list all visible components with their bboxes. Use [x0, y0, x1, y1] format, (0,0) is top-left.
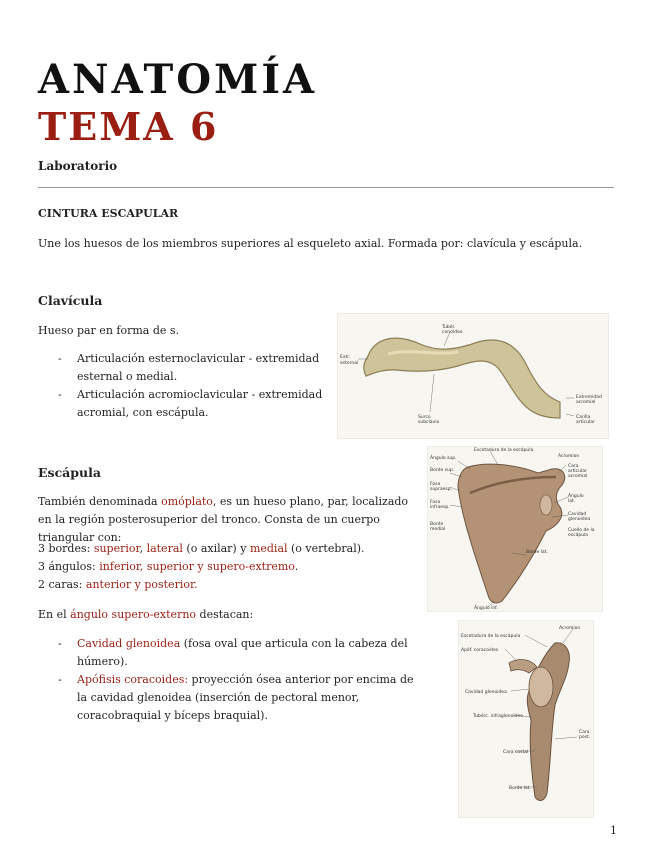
scapula-posterior-figure [427, 446, 603, 612]
svg-text:Cavidad glenoidea: Cavidad glenoidea [465, 690, 507, 695]
svg-text:Escotadura de la escápula: Escotadura de la escápula [461, 634, 521, 639]
svg-text:Borde sup.: Borde sup. [430, 468, 455, 473]
scapula-posterior-illustration [428, 447, 602, 611]
svg-text:Cara costal: Cara costal [503, 750, 529, 755]
svg-text:Borde: Borde [430, 522, 444, 527]
caras-line: 2 caras: anterior y posterior. [38, 578, 198, 591]
svg-text:Fosa: Fosa [430, 482, 441, 487]
topic-title: TEMA 6 [38, 104, 219, 149]
svg-text:Extremidad: Extremidad [576, 395, 602, 400]
scapula-lateral-illustration [459, 621, 593, 817]
svg-text:acromial: acromial [568, 474, 588, 479]
divider [38, 187, 614, 188]
svg-text:Tubér.: Tubér. [442, 325, 456, 330]
svg-text:Escotadura de la escápula: Escotadura de la escápula [474, 448, 534, 453]
clavicle-illustration [338, 314, 608, 438]
escapula-features [38, 540, 418, 594]
svg-text:articular: articular [568, 469, 587, 474]
angulo-intro: En el ángulo supero-externo destacan: [38, 608, 254, 621]
angulo-list [38, 635, 420, 725]
escapula-heading: Escápula [38, 465, 101, 480]
svg-text:lat.: lat. [568, 499, 576, 504]
svg-text:Borde lat.: Borde lat. [526, 550, 548, 555]
svg-text:glenoidea: glenoidea [568, 517, 591, 522]
subtitle-label: Laboratorio [38, 159, 118, 173]
svg-text:Cavidad: Cavidad [568, 512, 587, 517]
svg-text:subclavio: subclavio [418, 420, 440, 425]
angulos-line: 3 ángulos: inferior, superior y supero-extremo. [38, 560, 299, 573]
svg-text:Fosa: Fosa [430, 500, 441, 505]
list-item: - Apófisis coracoides: proyección ósea anterior por encima de la cavidad glenoidea (inserción de pectoral menor, coracobraquial y bíceps braquial). [58, 673, 414, 722]
svg-text:Apóf. coracoides: Apóf. coracoides [461, 648, 499, 653]
svg-text:Ángulo: Ángulo [568, 494, 584, 499]
svg-text:Ángulo sup.: Ángulo sup. [430, 456, 457, 461]
svg-text:Acromion: Acromion [559, 626, 581, 631]
svg-text:Carilla: Carilla [576, 415, 591, 420]
escapula-paragraph: También denominada omóplato, es un hueso plano, par, localizado en la región posterosuperior del tronco. Consta de un cuerpo triangular con: [38, 495, 409, 544]
clavicula-heading: Clavícula [38, 293, 103, 308]
clavicula-list [38, 350, 328, 422]
svg-text:Acromion: Acromion [558, 454, 580, 459]
svg-text:Surco: Surco [418, 415, 431, 420]
list-item: - Cavidad glenoidea (fosa oval que articula con la cabeza del húmero). [58, 637, 408, 668]
scapula-lateral-figure [458, 620, 594, 818]
svg-text:Tubérc. infraglenoideo: Tubérc. infraglenoideo [473, 714, 524, 719]
svg-text:Cara: Cara [568, 464, 579, 469]
svg-text:Cara: Cara [579, 730, 590, 735]
svg-text:infraesp.: infraesp. [430, 505, 450, 510]
list-item: - Articulación esternoclavicular - extremidad esternal o medial. [58, 352, 320, 383]
svg-text:esternal: esternal [340, 361, 359, 366]
svg-text:Borde lat.: Borde lat. [509, 786, 531, 791]
page-number: 1 [610, 824, 617, 837]
svg-text:conoideo: conoideo [442, 330, 463, 335]
svg-text:medial: medial [430, 527, 446, 532]
svg-text:Ángulo inf.: Ángulo inf. [474, 606, 498, 611]
svg-text:articular: articular [576, 420, 595, 425]
svg-text:acromial: acromial [576, 400, 596, 405]
list-item: - Articulación acromioclavicular - extremidad acromial, con escápula. [58, 388, 323, 419]
clavicula-text: Hueso par en forma de s. [38, 324, 180, 337]
svg-text:supraesp.: supraesp. [430, 487, 453, 492]
bordes-line: 3 bordes: superior, lateral (o axilar) y medial (o vertebral). [38, 542, 365, 555]
page-title: ANATOMÍA [38, 56, 318, 103]
section-heading: CINTURA ESCAPULAR [38, 207, 179, 220]
section-intro: Une los huesos de los miembros superiores al esqueleto axial. Formada por: clavícula y escápula. [38, 237, 583, 250]
svg-text:escápula: escápula [568, 533, 589, 538]
clavicle-figure [337, 313, 609, 439]
svg-text:Cuello de la: Cuello de la [568, 528, 595, 533]
svg-text:post.: post. [579, 735, 591, 740]
svg-text:Extr.: Extr. [340, 355, 351, 360]
